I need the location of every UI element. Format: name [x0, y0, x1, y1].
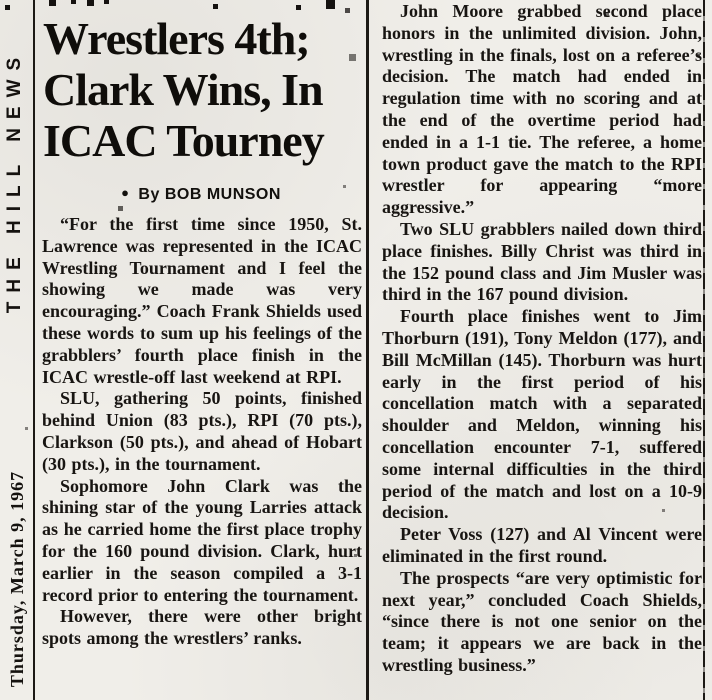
headline-line-1: Wrestlers 4th;	[43, 13, 310, 64]
byline-text: By BOB MUNSON	[138, 186, 281, 203]
article-paragraph: “For the first time since 1950, St. Lawrence was represented in the ICAC Wrestling Tournament and I feel the showing we made was very encouraging.” Coach Frank Shields used these words to sum up his feelings of the grabblers’ fourth place finish in the ICAC wrestle-off last weekend at RPI.	[42, 214, 362, 387]
masthead-vertical-date: Thursday, March 9, 1967	[7, 470, 27, 688]
article-paragraph: Sophomore John Clark was the shining star of the young Larries attack as he carried home the first place trophy for the 160 pound division. Clark, hurt earlier in the season compiled a 3-1 record prior to entering the tournament.	[42, 475, 362, 605]
article-headline	[43, 13, 367, 166]
byline	[42, 186, 360, 204]
masthead-vertical-title: THE HILL NEWS	[4, 48, 25, 314]
article-paragraph: However, there were other bright spots among the wrestlers’ ranks.	[42, 606, 362, 649]
headline-line-2: Clark Wins, In	[43, 64, 323, 115]
article-paragraph: Fourth place finishes went to Jim Thorburn (191), Tony Meldon (177), and Bill McMillan (145). Thorburn was hurt early in the first period of his concellation match with a separated shoulder and Meldon, winning his concellation encounter 7-1, suffered some internal difficulties in the third period of the match and lost on a 10-9 decision.	[382, 306, 702, 523]
article-column-left	[42, 214, 362, 650]
article-paragraph: Two SLU grabblers nailed down third place finishes. Billy Christ was third in the 152 pound class and Jim Musler was third in the 167 pound division.	[382, 218, 702, 305]
article-column-right	[382, 1, 702, 677]
article-paragraph: SLU, gathering 50 points, finished behind Union (83 pts.), RPI (70 pts.), Clarkson (50 pts.), and ahead of Hobart (30 pts.), in the tournament.	[42, 388, 362, 474]
article-paragraph: Peter Voss (127) and Al Vincent were eliminated in the first round.	[382, 524, 702, 566]
article-paragraph: The prospects “are very optimistic for next year,” concluded Coach Shields, “since there is not one senior on the team; it appears we are back in the wrestling business.”	[382, 567, 702, 675]
article-paragraph: John Moore grabbed second place honors in the unlimited division. John, wrestling in the finals, lost on a referee’s decision. The match had ended in regulation time with no scoring and at the end of the overtime period had ended in a 1-1 tie. The referee, a home town product gave the match to the RPI wrestler for appearing “more aggressive.”	[382, 1, 702, 218]
scan-artifacts	[0, 0, 1, 1]
byline-bullet-icon: ●	[121, 185, 130, 200]
right-edge-rule	[703, 0, 705, 700]
masthead-divider-rule	[33, 0, 35, 700]
headline-line-3: ICAC Tourney	[43, 115, 324, 166]
